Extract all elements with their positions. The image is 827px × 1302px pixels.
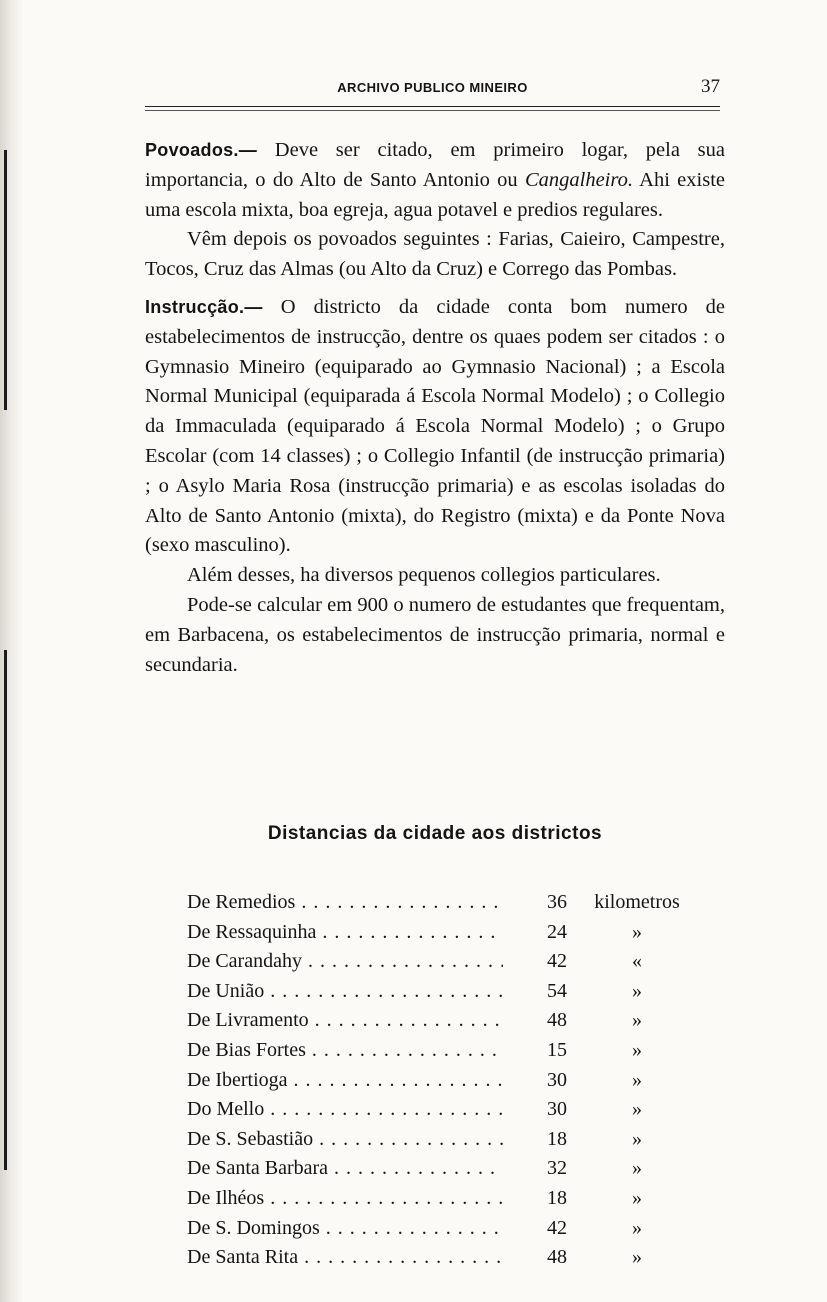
distances-title: Distancias da cidade aos districtos: [267, 823, 603, 844]
running-head-title: ARCHIVO PUBLICO MINEIRO: [337, 80, 528, 95]
distance-unit: »: [632, 1068, 642, 1091]
district-name: Do Mello . . .: [187, 1095, 503, 1125]
heading-instruccao: Instrucção.—: [145, 296, 263, 317]
distance-value: 30: [547, 1068, 567, 1091]
district-name: De Bias Fortes . . .: [187, 1036, 503, 1066]
district-name: De Santa Barbara . . .: [187, 1154, 503, 1184]
distance-value: 30: [547, 1098, 567, 1121]
paragraph-instruccao: [145, 293, 725, 561]
distances-table: [187, 888, 707, 1273]
table-row: [187, 1125, 707, 1155]
paragraph-estudantes: Pode-se calcular em 900 o numero de estudantes que frequentam, em Barbacena, os estabelecimentos de instrucção primaria, normal e secundaria.: [145, 593, 725, 676]
distance-unit: »: [632, 920, 642, 943]
distance-unit: kilometros: [594, 891, 680, 913]
paragraph-povoados-list: Vêm depois os povoados seguintes : Farias, Caieiro, Campestre, Tocos, Cruz das Almas (ou Alto da Cruz) e Corrego das Pombas.: [145, 228, 725, 281]
distance-value: 36: [547, 891, 567, 913]
distance-value: 48: [547, 1246, 567, 1269]
heading-povoados: Povoados.—: [145, 140, 258, 160]
district-name: De Livramento . . .: [187, 1006, 503, 1036]
distance-unit: »: [632, 1186, 642, 1209]
table-row: [187, 947, 707, 977]
distance-value: 48: [547, 1009, 567, 1032]
distance-unit: »: [632, 1038, 642, 1061]
distance-value: 15: [547, 1038, 567, 1061]
table-row: [187, 1095, 707, 1125]
italic-term: Cangalheiro.: [524, 168, 633, 191]
distance-unit: »: [632, 1098, 642, 1121]
body-text: [145, 136, 725, 680]
district-name: De Ibertioga . . .: [187, 1066, 503, 1096]
paragraph-collegios: Além desses, ha diversos pequenos collegios particulares.: [187, 564, 661, 587]
district-name: De União . . .: [187, 977, 503, 1007]
distance-value: 18: [547, 1127, 567, 1150]
district-name: De Carandahy . . .: [187, 947, 503, 977]
distance-value: 32: [547, 1157, 567, 1180]
table-row: [187, 1066, 707, 1096]
district-name: De Ilhéos . . .: [187, 1184, 503, 1214]
table-row: [187, 1184, 707, 1214]
table-row: [187, 888, 707, 918]
distance-unit: »: [632, 979, 642, 1002]
distance-value: 54: [547, 979, 567, 1002]
distance-unit: «: [632, 950, 642, 973]
text: Deve ser citado, em primeiro logar, pela sua importancia, o do Alto de Santo Antonio ou: [145, 139, 725, 191]
distance-value: 24: [547, 920, 567, 943]
distance-value: 42: [547, 950, 567, 973]
district-name: De S. Sebastião . . .: [187, 1125, 503, 1155]
binding-mark: [4, 650, 7, 1170]
table-row: [187, 918, 707, 948]
table-row: [187, 977, 707, 1007]
district-name: De S. Domingos . . .: [187, 1214, 503, 1244]
binding-mark: [4, 150, 7, 410]
page-number: 37: [701, 76, 720, 97]
page-edge: [0, 0, 24, 1302]
table-row: [187, 1036, 707, 1066]
running-head: [145, 74, 720, 114]
paragraph-povoados: [145, 136, 725, 225]
distance-unit: »: [632, 1246, 642, 1269]
district-name: De Santa Rita . . .: [187, 1243, 503, 1273]
district-name: De Ressaquinha . . .: [187, 918, 503, 948]
table-row: [187, 1006, 707, 1036]
distance-value: 18: [547, 1186, 567, 1209]
distance-unit: »: [632, 1009, 642, 1032]
table-row: [187, 1243, 707, 1273]
district-name: De Remedios . . .: [187, 888, 503, 918]
distance-unit: »: [632, 1216, 642, 1239]
distance-unit: »: [632, 1157, 642, 1180]
distance-unit: »: [632, 1127, 642, 1150]
header-rule: [145, 106, 720, 111]
text: Ahi existe uma escola mixta, boa egreja, agua potavel e predios regulares.: [145, 168, 725, 221]
table-row: [187, 1214, 707, 1244]
text: O districto da cidade conta bom numero de estabelecimentos de instrucção, dentre os quaes podem ser citados : o Gymnasio Mineiro (equiparado ao Gymnasio Nacional) ; a Escola Normal Municipal (equiparada á Escola Normal Modelo) ; o Collegio da Immaculada (equiparado á Escola Normal Modelo) ; o Grupo Escolar (com 14 classes) ; o Collegio Infantil (de instrucção primaria) ; o Asylo Maria Rosa (instrucção primaria) e as escolas isoladas do Alto de Santo Antonio (mixta), do Registro (mixta) e da Ponte Nova (sexo masculino).: [145, 295, 726, 557]
distance-value: 42: [547, 1216, 567, 1239]
table-row: [187, 1154, 707, 1184]
